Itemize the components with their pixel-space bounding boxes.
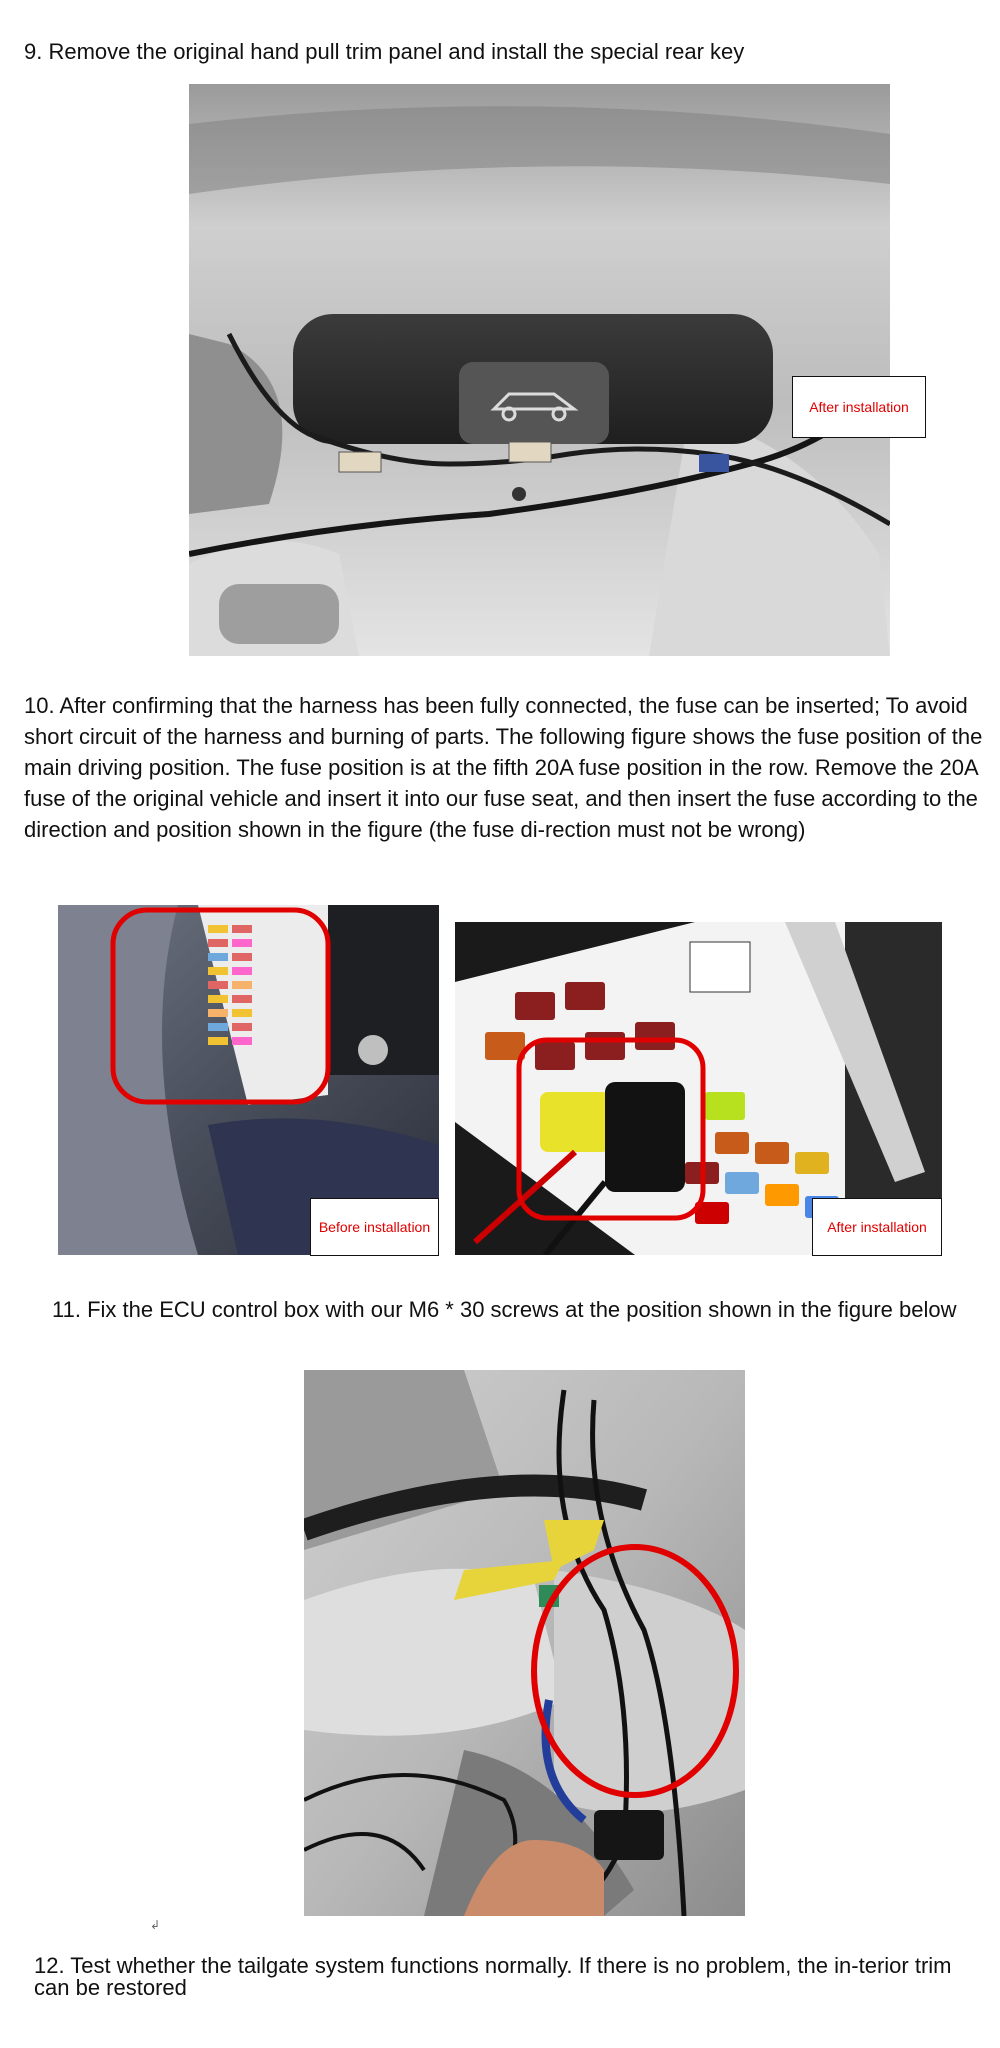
before-installation-label: Before installation — [310, 1198, 439, 1256]
step-11-text: 11. Fix the ECU control box with our M6 * 30 screws at the position shown in the figure below — [52, 1297, 957, 1322]
after-installation-label-step9: After installation — [792, 376, 926, 438]
return-mark: ↲ — [150, 1918, 161, 1932]
ecu-mounting-photo — [304, 1370, 745, 1916]
step-10-text: 10. After confirming that the harness has been fully connected, the fuse can be inserted; To avoid short circuit of the harness and burning of parts. The following figure shows the fuse position of the main driving position. The fuse position is at the fifth 20A fuse position in the row. Remove the 20A fuse of the original vehicle and insert it into our fuse seat, and then insert the fuse according to the direction and position shown in the figure (the fuse di-rection must not be wrong) — [24, 693, 983, 842]
step-12-text: 12. Test whether the tailgate system functions normally. If there is no problem, the in-terior trim can be restored — [34, 1953, 952, 2000]
ecu-mounting-illustration — [304, 1370, 745, 1916]
after-installation-label-step10: After installation — [812, 1198, 942, 1256]
rear-key-photo — [189, 84, 890, 656]
step-9-text: 9. Remove the original hand pull trim panel and install the special rear key — [24, 39, 745, 64]
rear-key-illustration — [189, 84, 890, 656]
